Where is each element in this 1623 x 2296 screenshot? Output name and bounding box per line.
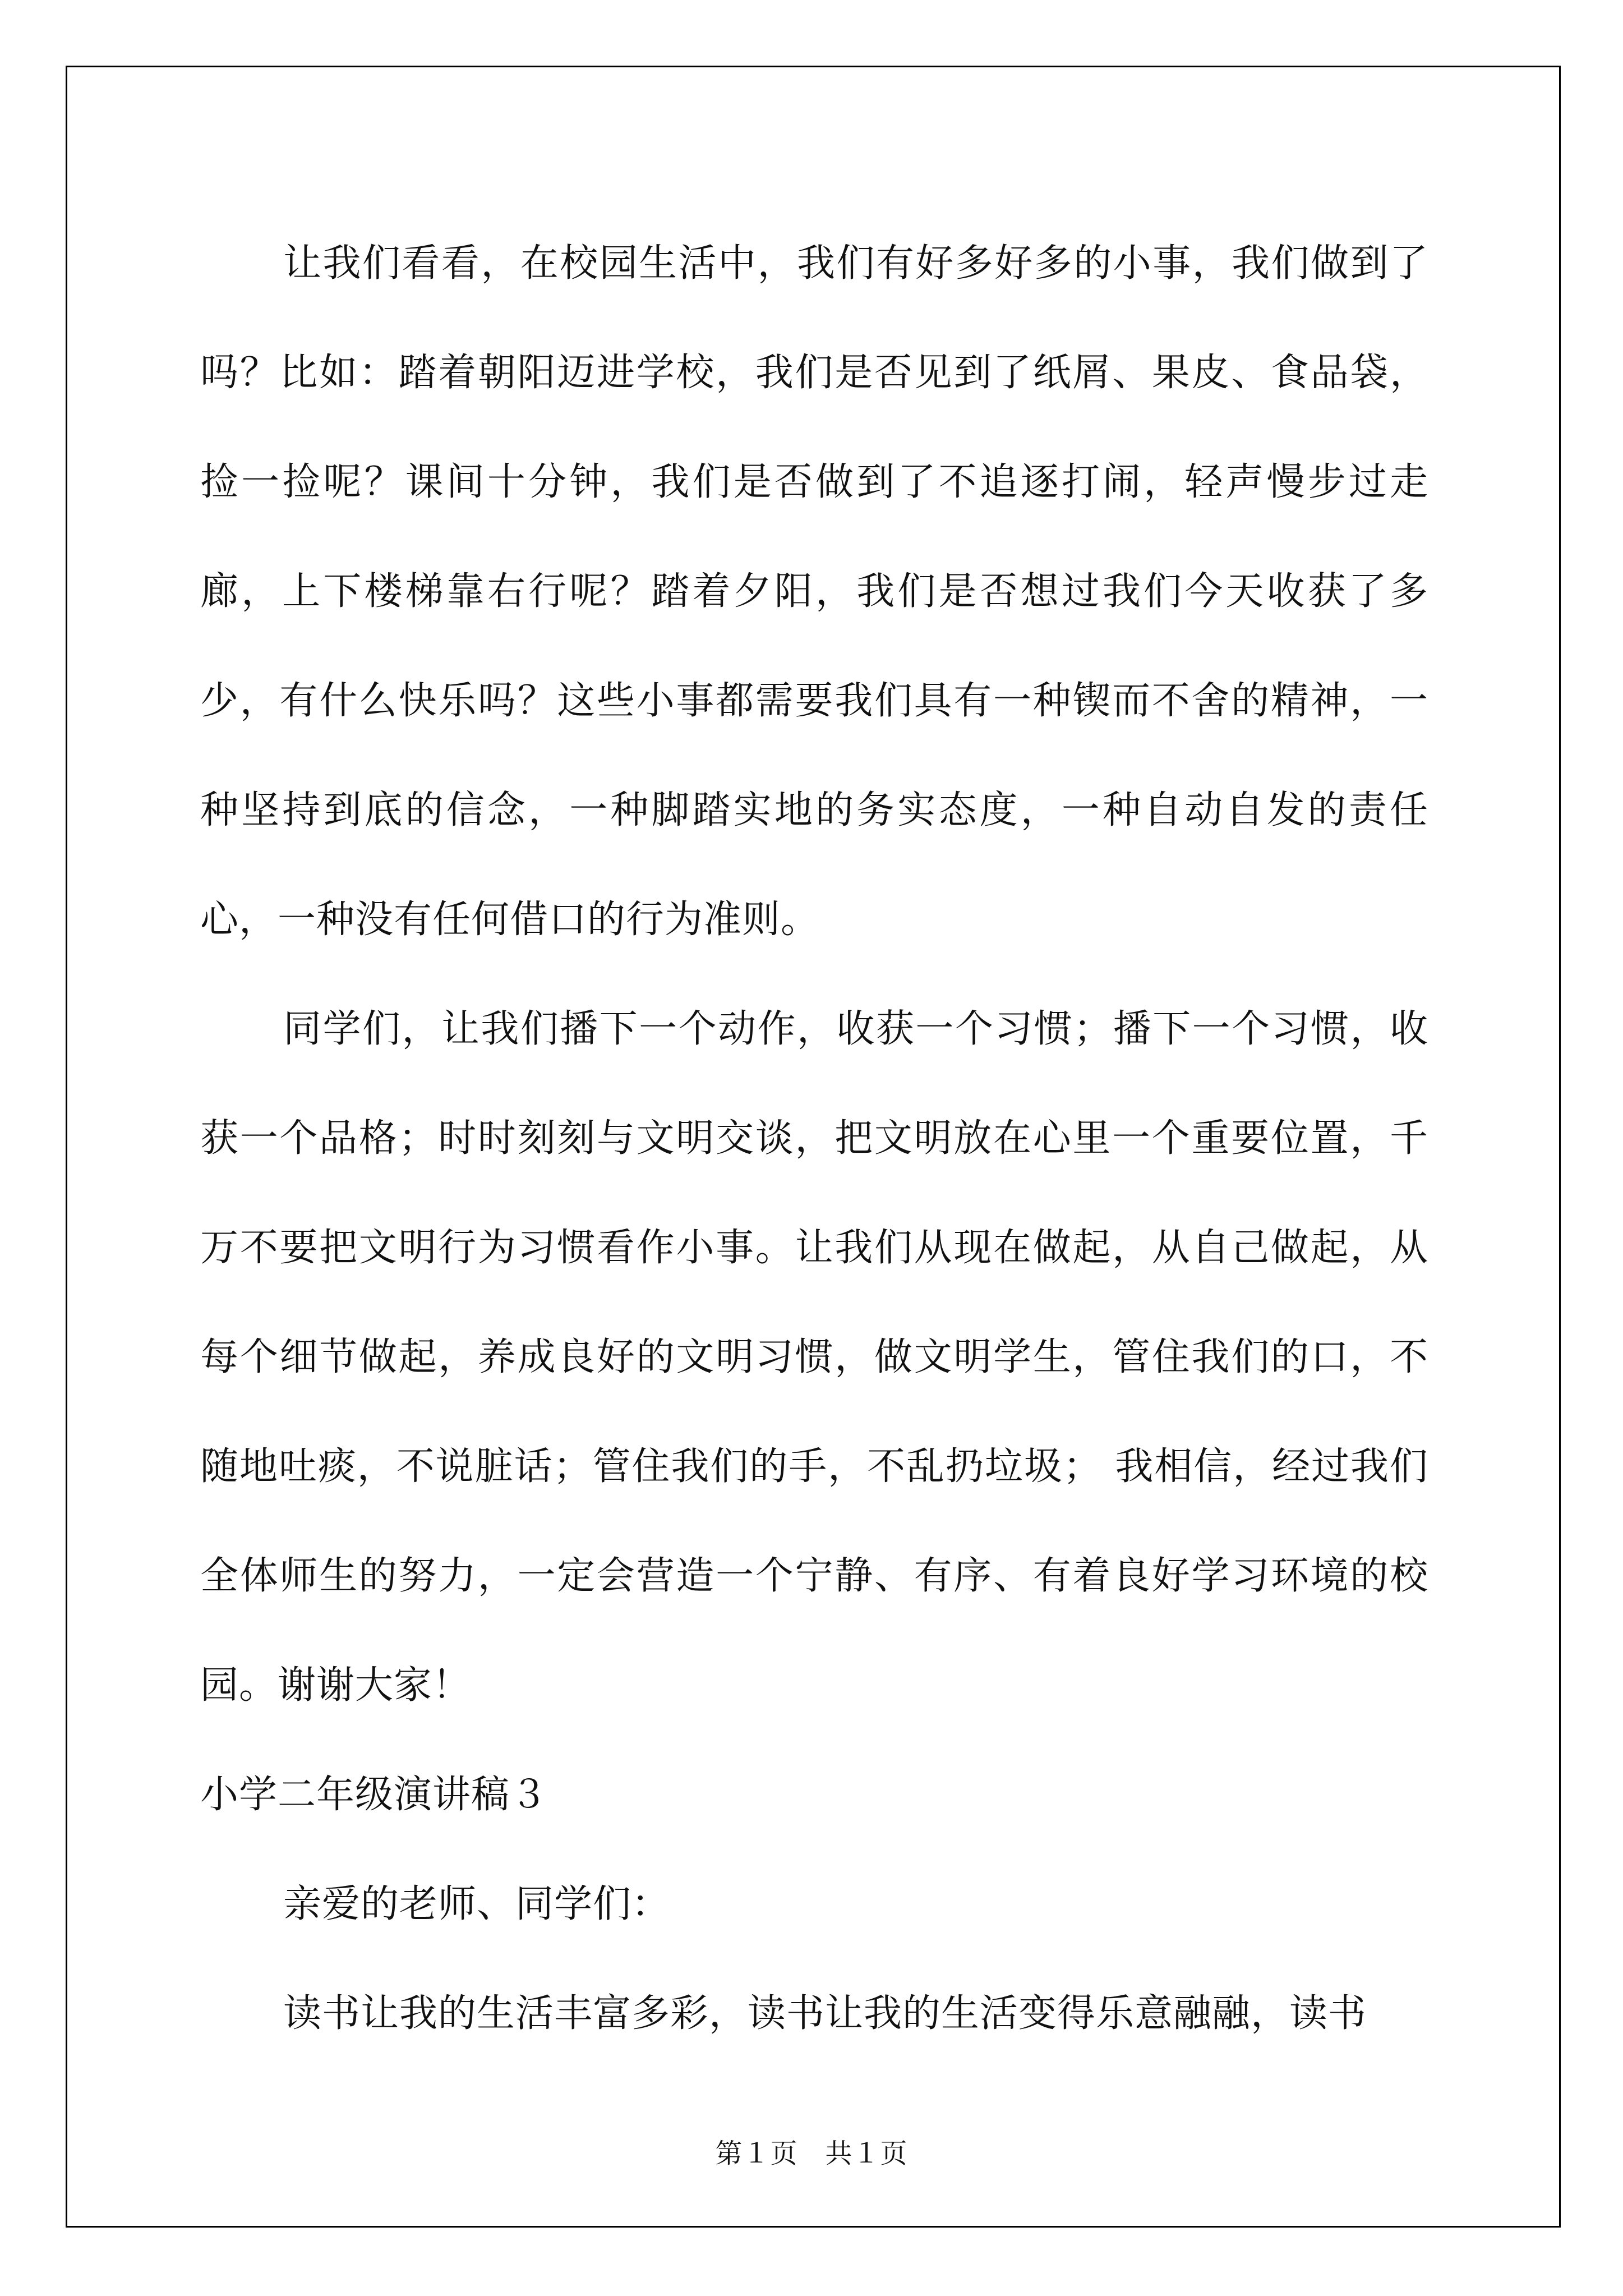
paragraph-2: 同学们，让我们播下一个动作，收获一个习惯；播下一个习惯，收获一个品格；时时刻刻与文明交谈，把文明放在心里一个重要位置，千万不要把文明行为习惯看作小事。让我们从现在做起，从自己做起，从每个细节做起，养成良好的文明习惯，做文明学生，管住我们的口，不随地吐痰，不说脏话；管住我们的手，不乱扔垃圾； 我相信，经过我们全体师生的努力，一定会营造一个宁静、有序、有着良好学习环境的校园。谢谢大家！ bbox=[200, 1007, 1428, 1708]
section-heading: 小学二年级演讲稿３ bbox=[200, 1773, 549, 1817]
paragraph-3: 读书让我的生活丰富多彩，读书让我的生活变得乐意融融，读书 bbox=[283, 1991, 1367, 2036]
salutation: 亲爱的老师、同学们： bbox=[283, 1882, 671, 1926]
document-body bbox=[200, 209, 1428, 2068]
paragraph-1: 让我们看看，在校园生活中，我们有好多好多的小事，我们做到了吗？比如：踏着朝阳迈进学校，我们是否见到了纸屑、果皮、食品袋，捡一捡呢？课间十分钟，我们是否做到了不追逐打闹，轻声慢步过走廊，上下楼梯靠右行呢？踏着夕阳，我们是否想过我们今天收获了多少，有什么快乐吗？这些小事都需要我们具有一种锲而不舍的精神，一种坚持到底的信念，一种脚踏实地的务实态度，一种自动自发的责任心，一种没有任何借口的行为准则。 bbox=[200, 241, 1428, 942]
page-footer: 第１页 共１页 bbox=[715, 2138, 908, 2169]
